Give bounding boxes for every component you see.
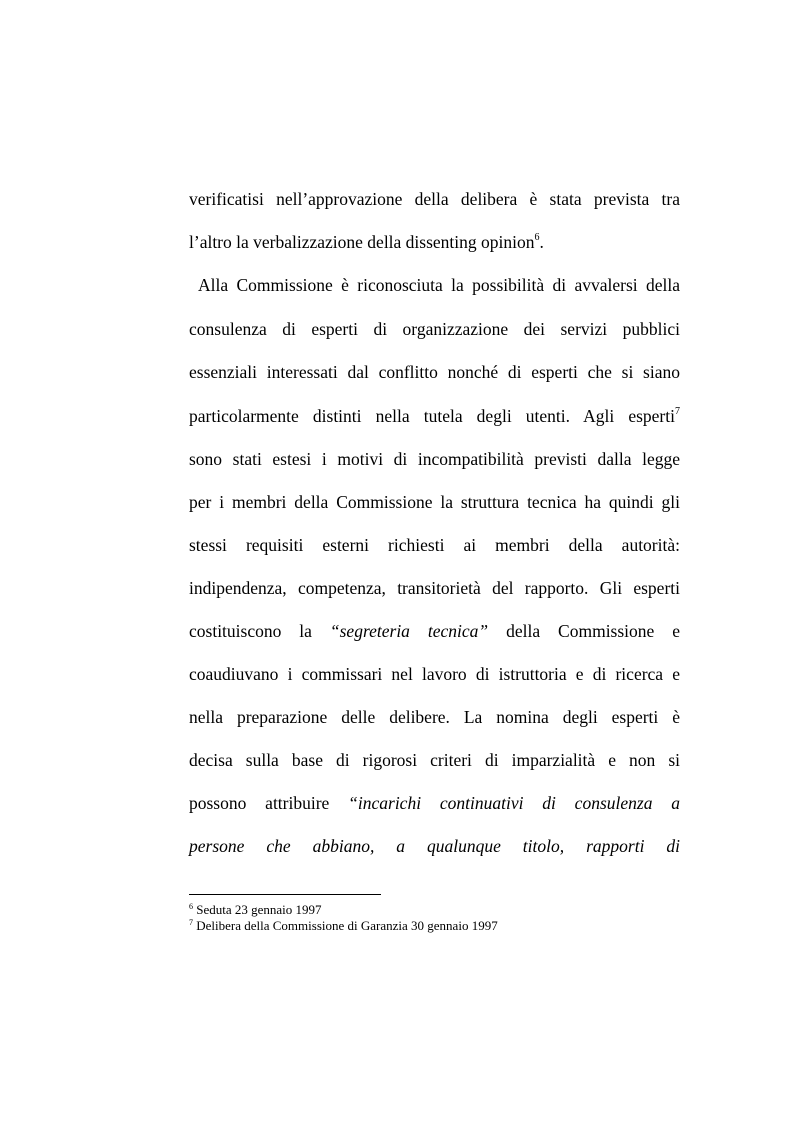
footnote-ref-7[interactable]: 7 <box>675 406 680 417</box>
italic-quote: persone che abbiano, a qualunque titolo, rapporti di <box>189 836 680 856</box>
line-text: l’altro la verbalizzazione della dissenting opinion <box>189 232 535 252</box>
body-line-6 <box>189 405 680 427</box>
line-text: costituiscono la <box>189 621 312 641</box>
footnote-text: Seduta 23 gennaio 1997 <box>196 902 322 917</box>
line-text: coaudiuvano i commissari nel lavoro di istruttoria e di ricerca e <box>189 664 680 684</box>
footnote-separator <box>189 894 381 895</box>
line-text: nella preparazione delle delibere. La nomina degli esperti è <box>189 707 680 727</box>
line-text: . <box>539 232 544 252</box>
body-line-12 <box>189 663 680 685</box>
footnote-text: Delibera della Commissione di Garanzia 30 gennaio 1997 <box>196 918 498 933</box>
body-line-5 <box>189 361 680 383</box>
line-text: indipendenza, competenza, transitorietà del rapporto. Gli esperti <box>189 578 680 598</box>
body-line-4 <box>189 318 680 340</box>
body-line-16 <box>189 835 680 857</box>
footnote-number: 6 <box>189 902 193 911</box>
line-text: essenziali interessati dal conflitto nonché di esperti che si siano <box>189 362 680 382</box>
footnote-ref-6[interactable]: 6 <box>534 232 540 243</box>
line-text: sono stati estesi i motivi di incompatibilità previsti dalla legge <box>189 449 680 469</box>
footnote-6 <box>189 902 322 918</box>
body-line-14 <box>189 749 680 771</box>
line-text: particolarmente distinti nella tutela degli utenti. Agli esperti <box>189 406 675 426</box>
body-line-1 <box>189 188 680 210</box>
body-line-8 <box>189 491 680 513</box>
body-line-10 <box>189 577 680 599</box>
line-text: verificatisi nell’approvazione della delibera è stata prevista tra <box>189 189 680 209</box>
line-text: consulenza di esperti di organizzazione dei servizi pubblici <box>189 319 680 339</box>
line-text: stessi requisiti esterni richiesti ai membri della autorità: <box>189 535 680 555</box>
line-text: per i membri della Commissione la struttura tecnica ha quindi gli <box>189 492 680 512</box>
italic-quote: “incarichi continuativi di consulenza a <box>348 793 681 813</box>
italic-quote: “segreteria tecnica” <box>329 621 489 641</box>
line-text: Alla Commissione è riconosciuta la possibilità di avvalersi della <box>198 275 680 295</box>
footnote-7 <box>189 918 498 934</box>
body-line-11 <box>189 620 680 642</box>
body-line-2 <box>189 231 680 253</box>
line-text: della Commissione e <box>506 621 681 641</box>
line-text: possono attribuire <box>189 793 330 813</box>
body-line-7 <box>189 448 680 470</box>
body-line-3 <box>189 274 680 296</box>
body-line-13 <box>189 706 680 728</box>
body-line-9 <box>189 534 680 556</box>
footnote-number: 7 <box>189 918 193 927</box>
line-text: decisa sulla base di rigorosi criteri di imparzialità e non si <box>189 750 680 770</box>
body-line-15 <box>189 792 680 814</box>
